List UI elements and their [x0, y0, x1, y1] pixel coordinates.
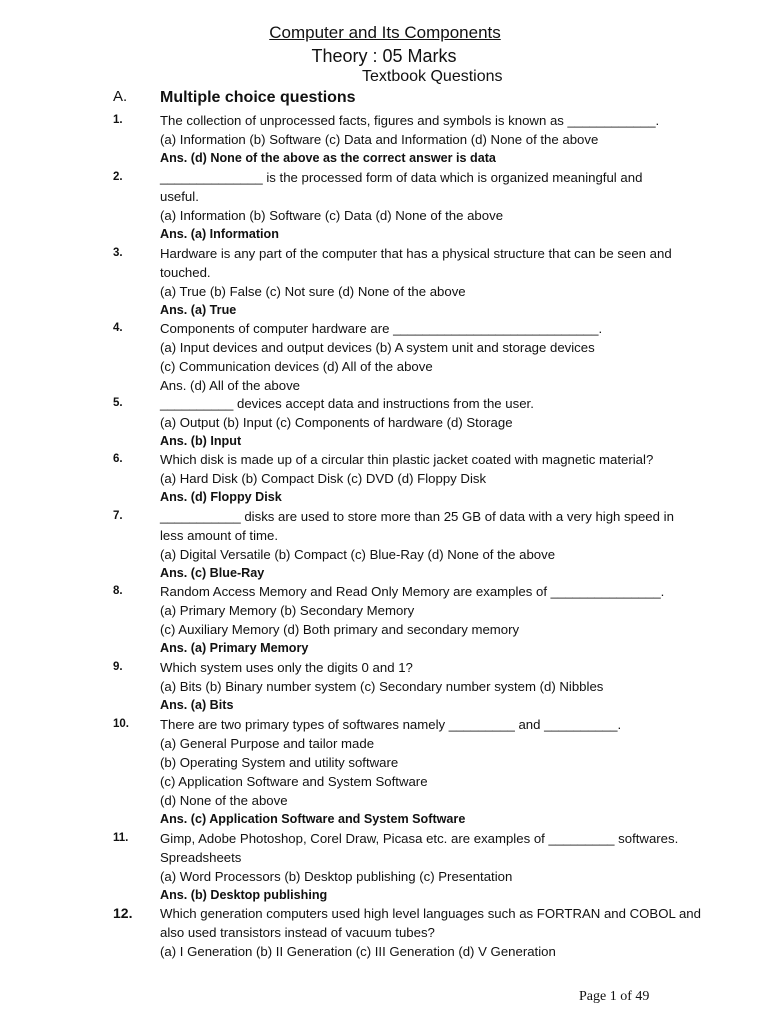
question-line: (c) Application Software and System Software: [160, 774, 428, 789]
section-label: A.: [113, 88, 128, 105]
answer-line: Ans. (a) True: [160, 303, 237, 317]
answer-line: Ans. (d) Floppy Disk: [160, 490, 282, 504]
question-line: There are two primary types of softwares namely _________ and __________.: [160, 717, 622, 732]
question-line: (a) Hard Disk (b) Compact Disk (c) DVD (d) Floppy Disk: [160, 471, 487, 486]
question-line: (a) Word Processors (b) Desktop publishing (c) Presentation: [160, 869, 513, 884]
question-line: (a) Primary Memory (b) Secondary Memory: [160, 603, 415, 618]
question-line: (a) Information (b) Software (c) Data and Information (d) None of the above: [160, 132, 599, 147]
question-line: less amount of time.: [160, 528, 279, 543]
question-line: Which generation computers used high level languages such as FORTRAN and COBOL and: [160, 906, 701, 921]
question-line: (a) Information (b) Software (c) Data (d) None of the above: [160, 208, 504, 223]
question-number: 6.: [113, 453, 123, 465]
section-heading: Textbook Questions: [362, 68, 503, 85]
question-number: 1.: [113, 114, 123, 126]
answer-line: Ans. (b) Input: [160, 434, 242, 448]
question-line: Components of computer hardware are ____________________________.: [160, 321, 603, 336]
question-number: 4.: [113, 322, 123, 334]
question-line: Spreadsheets: [160, 850, 242, 865]
question-number: 8.: [113, 585, 123, 597]
marks-subtitle: Theory : 05 Marks: [311, 46, 457, 66]
question-line: also used transistors instead of vacuum tubes?: [160, 925, 435, 940]
question-line: (a) Input devices and output devices (b) A system unit and storage devices: [160, 340, 595, 355]
page-number: Page 1 of 49: [579, 989, 650, 1004]
question-line: (c) Communication devices (d) All of the above: [160, 359, 433, 374]
question-line: ___________ disks are used to store more than 25 GB of data with a very high speed in: [160, 509, 674, 524]
question-line: (a) I Generation (b) II Generation (c) III Generation (d) V Generation: [160, 944, 556, 959]
question-number: 3.: [113, 247, 123, 259]
answer-line: Ans. (d) All of the above: [160, 378, 301, 393]
question-line: Which disk is made up of a circular thin plastic jacket coated with magnetic material?: [160, 452, 654, 467]
question-number: 9.: [113, 661, 123, 673]
question-line: ______________ is the processed form of data which is organized meaningful and: [160, 170, 643, 185]
question-line: useful.: [160, 189, 199, 204]
question-line: Gimp, Adobe Photoshop, Corel Draw, Picasa etc. are examples of _________ softwares.: [160, 831, 679, 846]
question-line: (a) Digital Versatile (b) Compact (c) Blue-Ray (d) None of the above: [160, 547, 556, 562]
question-line: touched.: [160, 265, 211, 280]
question-line: Random Access Memory and Read Only Memory are examples of _______________.: [160, 584, 665, 599]
answer-line: Ans. (d) None of the above as the correct answer is data: [160, 151, 496, 165]
answer-line: Ans. (a) Bits: [160, 698, 234, 712]
question-line: Hardware is any part of the computer that has a physical structure that can be seen and: [160, 246, 672, 261]
question-line: (a) True (b) False (c) Not sure (d) None of the above: [160, 284, 466, 299]
question-number: 10.: [113, 718, 129, 730]
question-number: 7.: [113, 510, 123, 522]
answer-line: Ans. (a) Primary Memory: [160, 641, 309, 655]
question-line: Which system uses only the digits 0 and 1?: [160, 660, 413, 675]
question-line: (b) Operating System and utility software: [160, 755, 399, 770]
answer-line: Ans. (b) Desktop publishing: [160, 888, 328, 902]
question-line: (c) Auxiliary Memory (d) Both primary and secondary memory: [160, 622, 520, 637]
section-title: Multiple choice questions: [160, 89, 356, 106]
question-line: (d) None of the above: [160, 793, 288, 808]
answer-line: Ans. (c) Application Software and System Software: [160, 812, 466, 826]
question-line: (a) General Purpose and tailor made: [160, 736, 375, 751]
question-number: 5.: [113, 397, 123, 409]
question-number: 12.: [113, 905, 133, 921]
question-line: The collection of unprocessed facts, figures and symbols is known as ____________.: [160, 113, 660, 128]
question-line: __________ devices accept data and instructions from the user.: [160, 396, 534, 411]
document-title: Computer and Its Components: [269, 23, 501, 42]
question-line: (a) Bits (b) Binary number system (c) Secondary number system (d) Nibbles: [160, 679, 604, 694]
answer-line: Ans. (c) Blue-Ray: [160, 566, 265, 580]
question-number: 2.: [113, 171, 123, 183]
question-number: 11.: [113, 832, 129, 844]
answer-line: Ans. (a) Information: [160, 227, 279, 241]
question-line: (a) Output (b) Input (c) Components of hardware (d) Storage: [160, 415, 513, 430]
